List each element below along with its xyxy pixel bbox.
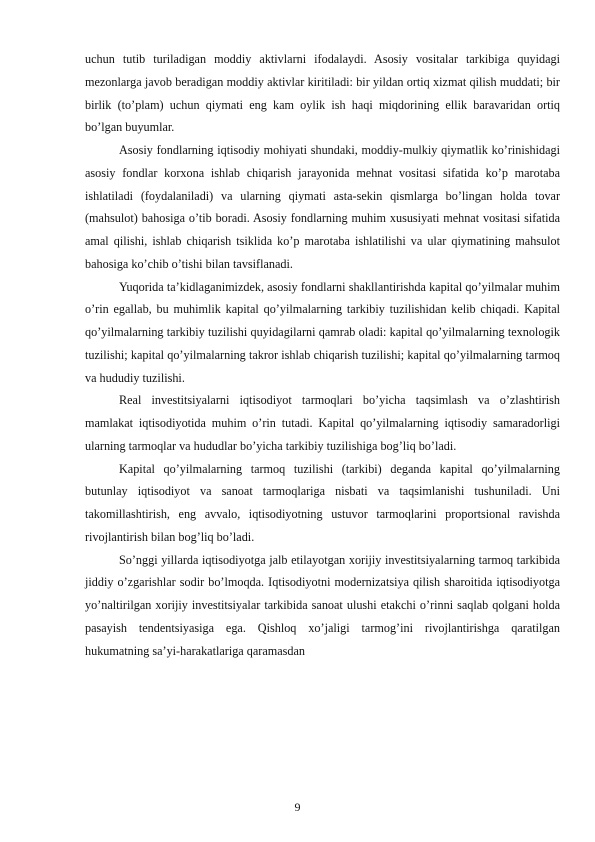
document-body xyxy=(85,48,560,662)
paragraph: Real investitsiyalarni iqtisodiyot tarmoqlari bo’yicha taqsimlash va o’zlashtirish mamlakat iqtisodiyotida muhim o’rin tutadi. Kapital qo’yilmalarning iqtisodiy samaradorligi ularning tarmoqlar va hududlar bo’yicha tarkibiy tuzilishiga bog’liq bo’ladi. xyxy=(85,393,560,453)
paragraph: So’nggi yillarda iqtisodiyotga jalb etilayotgan xorijiy investitsiyalarning tarmoq tarkibida jiddiy o’zgarishlar sodir bo’lmoqda. Iqtisodiyotni modernizatsiya qilish sharoitida iqtisodiyotga yo’naltirilgan xorijiy investitsiyalar tarkibida sanoat ulushi etakchi o’rinni saqlab qolgani holda pasayish tendentsiyasiga ega. Qishloq xo’jaligi tarmog’ini rivojlantirishga qaratilgan hukumatning sa’yi-harakatlariga qaramasdan xyxy=(85,552,560,658)
paragraph: Yuqorida ta’kidlaganimizdek, asosiy fondlarni shakllantirishda kapital qo’yilmalar muhim o’rin egallab, bu muhimlik kapital qo’yilmalarning tarkibiy tuzilishidan kelib chiqadi. Kapital qo’yilmalarning tarkibiy tuzilishi quyidagilarni qamrab oladi: kapital qo’yilmalarning texnologik tuzilishi; kapital qo’yilmalarning takror ishlab chiqarish tuzilishi; kapital qo’yilmalarning tarmoq va hududiy tuzilishi. xyxy=(85,279,560,385)
page-number: 9 xyxy=(294,800,301,814)
paragraph: Asosiy fondlarning iqtisodiy mohiyati shundaki, moddiy-mulkiy qiymatlik ko’rinishidagi asosiy fondlar korxona ishlab chiqarish jarayonida mehnat vositasi sifatida ko’p marotaba ishlatiladi (foydalaniladi) va ularning qiymati asta-sekin qismlarga bo’lingan holda tovar (mahsulot) bahosiga o’tib boradi. Asosiy fondlarning muhim xususiyati mehnat vositasi sifatida amal qilishi, ishlab chiqarish tsiklida ko’p marotaba ishlatilishi va ular qiymatining mahsulot bahosiga ko’chib o’tishi bilan tavsiflanadi. xyxy=(85,143,560,271)
paragraph: Kapital qo’yilmalarning tarmoq tuzilishi (tarkibi) deganda kapital qo’yilmalarning butunlay iqtisodiyot va sanoat tarmoqlariga nisbati va taqsimlanishi tushuniladi. Uni takomillashtirish, eng avvalo, iqtisodiyotning ustuvor tarmoqlarini proportsional ravishda rivojlantirish bilan bog’liq bo’ladi. xyxy=(85,461,560,544)
paragraph: uchun tutib turiladigan moddiy aktivlarni ifodalaydi. Asosiy vositalar tarkibiga quyidagi mezonlarga javob beradigan moddiy aktivlar kiritiladi: bir yildan ortiq xizmat qilish muddati; bir birlik (to’plam) uchun qiymati eng kam oylik ish haqi miqdorining ellik baravaridan ortiq bo’lgan buyumlar. xyxy=(85,52,560,135)
